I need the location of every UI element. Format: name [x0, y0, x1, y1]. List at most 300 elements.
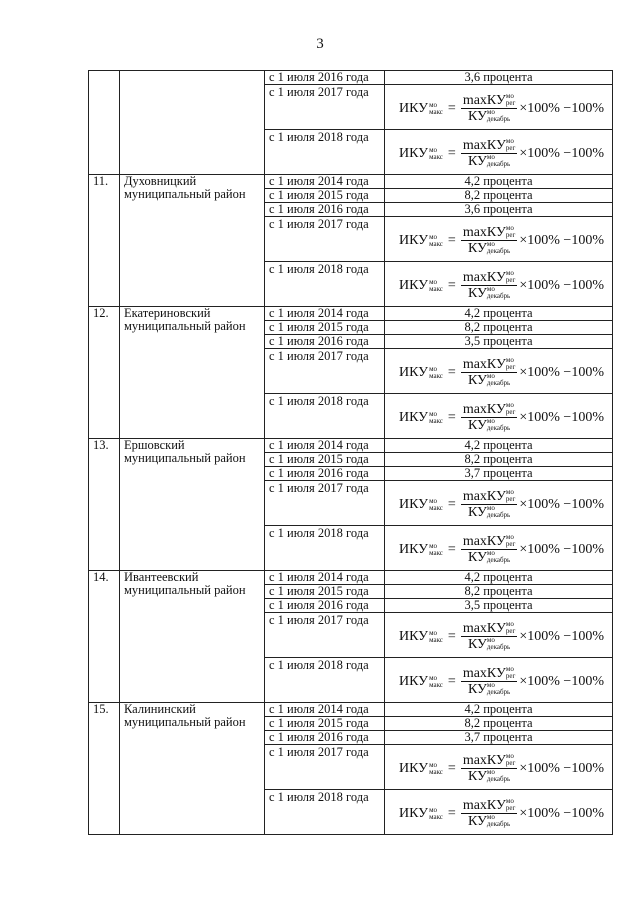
- formula-denominator: [468, 241, 510, 256]
- formula-denominator-sub: декабрь: [486, 820, 511, 828]
- formula-numerator-sub: рег: [505, 363, 516, 371]
- formula-tail: ×100% −100%: [519, 761, 604, 776]
- table-row: [89, 703, 613, 717]
- formula-cell: [385, 85, 613, 130]
- formula-numerator: [461, 621, 518, 637]
- formula-numerator-indices: [506, 225, 515, 239]
- row-number: 11.: [89, 175, 120, 307]
- formula-denominator: [468, 373, 510, 388]
- formula-tail: ×100% −100%: [519, 233, 604, 248]
- formula-equals: =: [447, 674, 456, 689]
- formula-numerator-indices: [506, 753, 515, 767]
- tariff-table: [88, 70, 613, 835]
- row-number: 13.: [89, 439, 120, 571]
- formula-tail: ×100% −100%: [519, 278, 604, 293]
- index-value: 8,2 процента: [385, 717, 613, 731]
- formula-tail: ×100% −100%: [519, 146, 604, 161]
- formula-denominator-indices: [487, 505, 510, 519]
- formula-tail: ×100% −100%: [519, 674, 604, 689]
- row-number: 14.: [89, 571, 120, 703]
- formula-lhs-sub: макс: [429, 371, 443, 380]
- formula-denominator: [468, 550, 510, 565]
- formula-lhs: [399, 279, 443, 293]
- formula-numerator-sup: мо: [505, 92, 514, 100]
- formula-lhs-sup: мо: [429, 100, 438, 109]
- formula-equals: =: [447, 146, 456, 161]
- formula-denominator-symbol: КУ: [467, 814, 487, 829]
- effective-date: с 1 июля 2018 года: [265, 262, 385, 307]
- formula-cell: [385, 745, 613, 790]
- formula-denominator-indices: [487, 550, 510, 564]
- formula-equals: =: [447, 101, 456, 116]
- formula-numerator-sub: рег: [505, 540, 516, 548]
- formula-numerator: [461, 225, 518, 241]
- limit-index-formula: [399, 666, 604, 697]
- formula-lhs-sub: макс: [429, 416, 443, 425]
- formula-numerator-sup: мо: [505, 356, 514, 364]
- effective-date: с 1 июля 2014 года: [265, 175, 385, 189]
- formula-numerator-symbol: maxКУ: [462, 225, 506, 240]
- formula-lhs-sup: мо: [429, 805, 438, 814]
- formula-lhs-symbol: ИКУ: [398, 674, 429, 689]
- limit-index-formula: [399, 534, 604, 565]
- formula-numerator-sup: мо: [505, 620, 514, 628]
- formula-cell: [385, 130, 613, 175]
- formula-fraction: [461, 534, 518, 565]
- formula-lhs-sup: мо: [429, 628, 438, 637]
- formula-numerator-sup: мо: [505, 797, 514, 805]
- formula-tail: ×100% −100%: [519, 542, 604, 557]
- formula-cell: [385, 526, 613, 571]
- effective-date: с 1 июля 2016 года: [265, 599, 385, 613]
- formula-numerator: [461, 402, 518, 418]
- table-row: [89, 439, 613, 453]
- formula-denominator-sup: мо: [486, 813, 495, 821]
- formula-lhs-sub: макс: [429, 548, 443, 557]
- formula-numerator-sub: рег: [505, 276, 516, 284]
- formula-numerator-sub: рег: [505, 144, 516, 152]
- formula-numerator-symbol: maxКУ: [462, 93, 506, 108]
- formula-lhs-indices: [429, 366, 443, 380]
- formula-lhs-sub: макс: [429, 284, 443, 293]
- formula-lhs-symbol: ИКУ: [398, 278, 429, 293]
- formula-denominator-indices: [487, 241, 510, 255]
- formula-lhs: [399, 102, 443, 116]
- index-value: 3,5 процента: [385, 335, 613, 349]
- formula-numerator-sup: мо: [505, 137, 514, 145]
- formula-lhs-sup: мо: [429, 277, 438, 286]
- formula-denominator-indices: [487, 418, 510, 432]
- formula-numerator-indices: [506, 402, 515, 416]
- effective-date: с 1 июля 2014 года: [265, 571, 385, 585]
- limit-index-formula: [399, 402, 604, 433]
- formula-lhs-sup: мо: [429, 496, 438, 505]
- formula-tail: ×100% −100%: [519, 497, 604, 512]
- formula-denominator-sup: мо: [486, 285, 495, 293]
- formula-denominator-indices: [487, 373, 510, 387]
- formula-lhs: [399, 807, 443, 821]
- district-name: Духовницкий муниципальный район: [120, 175, 265, 307]
- formula-lhs-sub: макс: [429, 812, 443, 821]
- formula-denominator-sup: мо: [486, 240, 495, 248]
- effective-date: с 1 июля 2017 года: [265, 217, 385, 262]
- formula-denominator-sub: декабрь: [486, 424, 511, 432]
- effective-date: с 1 июля 2018 года: [265, 658, 385, 703]
- row-number: 12.: [89, 307, 120, 439]
- effective-date: с 1 июля 2017 года: [265, 349, 385, 394]
- formula-numerator: [461, 93, 518, 109]
- formula-equals: =: [447, 233, 456, 248]
- formula-denominator-symbol: КУ: [467, 109, 487, 124]
- table-row: [89, 571, 613, 585]
- formula-numerator: [461, 666, 518, 682]
- formula-lhs: [399, 675, 443, 689]
- formula-lhs-sub: макс: [429, 152, 443, 161]
- formula-numerator-indices: [506, 798, 515, 812]
- formula-denominator-indices: [487, 682, 510, 696]
- formula-lhs: [399, 366, 443, 380]
- formula-numerator-sub: рег: [505, 759, 516, 767]
- formula-equals: =: [447, 806, 456, 821]
- district-name: Ивантеевский муниципальный район: [120, 571, 265, 703]
- limit-index-formula: [399, 138, 604, 169]
- index-value: 8,2 процента: [385, 321, 613, 335]
- formula-numerator-sup: мо: [505, 224, 514, 232]
- formula-denominator-symbol: КУ: [467, 637, 487, 652]
- formula-denominator-symbol: КУ: [467, 286, 487, 301]
- effective-date: с 1 июля 2018 года: [265, 790, 385, 835]
- formula-denominator-sub: декабрь: [486, 688, 511, 696]
- formula-lhs-symbol: ИКУ: [398, 101, 429, 116]
- formula-denominator-symbol: КУ: [467, 682, 487, 697]
- formula-denominator: [468, 814, 510, 829]
- formula-lhs: [399, 762, 443, 776]
- formula-denominator: [468, 154, 510, 169]
- formula-fraction: [461, 798, 518, 829]
- formula-lhs-indices: [429, 630, 443, 644]
- formula-lhs-sup: мо: [429, 673, 438, 682]
- formula-denominator-sup: мо: [486, 153, 495, 161]
- formula-numerator-symbol: maxКУ: [462, 621, 506, 636]
- formula-denominator-sub: декабрь: [486, 160, 511, 168]
- formula-fraction: [461, 666, 518, 697]
- formula-lhs-sub: макс: [429, 635, 443, 644]
- district-name: Екатериновский муниципальный район: [120, 307, 265, 439]
- limit-index-formula: [399, 753, 604, 784]
- formula-numerator: [461, 489, 518, 505]
- formula-denominator-symbol: КУ: [467, 769, 487, 784]
- index-value: 8,2 процента: [385, 453, 613, 467]
- formula-lhs-sup: мо: [429, 760, 438, 769]
- limit-index-formula: [399, 357, 604, 388]
- formula-equals: =: [447, 629, 456, 644]
- formula-numerator-symbol: maxКУ: [462, 489, 506, 504]
- formula-lhs: [399, 147, 443, 161]
- index-value: 4,2 процента: [385, 439, 613, 453]
- formula-lhs-symbol: ИКУ: [398, 410, 429, 425]
- district-name: Ершовский муниципальный район: [120, 439, 265, 571]
- formula-denominator: [468, 637, 510, 652]
- limit-index-formula: [399, 489, 604, 520]
- index-value: 3,7 процента: [385, 467, 613, 481]
- formula-denominator: [468, 286, 510, 301]
- formula-numerator-symbol: maxКУ: [462, 753, 506, 768]
- formula-lhs-symbol: ИКУ: [398, 806, 429, 821]
- formula-denominator: [468, 505, 510, 520]
- formula-denominator-sub: декабрь: [486, 115, 511, 123]
- formula-lhs-symbol: ИКУ: [398, 233, 429, 248]
- index-value: 3,7 процента: [385, 731, 613, 745]
- formula-denominator-indices: [487, 769, 510, 783]
- formula-numerator-sub: рег: [505, 408, 516, 416]
- formula-denominator-sup: мо: [486, 768, 495, 776]
- formula-numerator-sup: мо: [505, 665, 514, 673]
- formula-denominator-sup: мо: [486, 108, 495, 116]
- formula-equals: =: [447, 761, 456, 776]
- formula-numerator-indices: [506, 270, 515, 284]
- formula-numerator-sup: мо: [505, 488, 514, 496]
- formula-denominator-sup: мо: [486, 417, 495, 425]
- formula-lhs-indices: [429, 234, 443, 248]
- formula-denominator-sup: мо: [486, 549, 495, 557]
- effective-date: с 1 июля 2014 года: [265, 439, 385, 453]
- formula-denominator-symbol: КУ: [467, 154, 487, 169]
- formula-lhs-sup: мо: [429, 541, 438, 550]
- formula-denominator-sub: декабрь: [486, 556, 511, 564]
- effective-date: с 1 июля 2016 года: [265, 335, 385, 349]
- formula-denominator-indices: [487, 154, 510, 168]
- formula-lhs: [399, 543, 443, 557]
- formula-cell: [385, 613, 613, 658]
- formula-lhs-indices: [429, 102, 443, 116]
- formula-numerator-symbol: maxКУ: [462, 666, 506, 681]
- effective-date: с 1 июля 2017 года: [265, 85, 385, 130]
- formula-numerator-sup: мо: [505, 752, 514, 760]
- formula-numerator-symbol: maxКУ: [462, 798, 506, 813]
- formula-equals: =: [447, 410, 456, 425]
- limit-index-formula: [399, 621, 604, 652]
- formula-numerator: [461, 534, 518, 550]
- table-row: [89, 175, 613, 189]
- formula-numerator-sub: рег: [505, 627, 516, 635]
- formula-lhs: [399, 630, 443, 644]
- index-value: 4,2 процента: [385, 703, 613, 717]
- formula-denominator-sup: мо: [486, 504, 495, 512]
- formula-numerator: [461, 138, 518, 154]
- formula-numerator-indices: [506, 534, 515, 548]
- table-row: [89, 307, 613, 321]
- formula-numerator-sup: мо: [505, 533, 514, 541]
- formula-cell: [385, 394, 613, 439]
- formula-lhs: [399, 411, 443, 425]
- limit-index-formula: [399, 225, 604, 256]
- effective-date: с 1 июля 2018 года: [265, 394, 385, 439]
- formula-fraction: [461, 138, 518, 169]
- district-name: Калининский муниципальный район: [120, 703, 265, 835]
- formula-denominator-indices: [487, 109, 510, 123]
- formula-lhs-indices: [429, 807, 443, 821]
- formula-lhs-indices: [429, 279, 443, 293]
- row-number: 15.: [89, 703, 120, 835]
- effective-date: с 1 июля 2017 года: [265, 745, 385, 790]
- formula-numerator-sub: рег: [505, 495, 516, 503]
- formula-equals: =: [447, 542, 456, 557]
- formula-tail: ×100% −100%: [519, 629, 604, 644]
- formula-lhs-indices: [429, 675, 443, 689]
- formula-lhs-sup: мо: [429, 232, 438, 241]
- formula-lhs-sup: мо: [429, 409, 438, 418]
- formula-numerator: [461, 798, 518, 814]
- formula-lhs-symbol: ИКУ: [398, 365, 429, 380]
- formula-tail: ×100% −100%: [519, 365, 604, 380]
- index-value: 8,2 процента: [385, 585, 613, 599]
- formula-fraction: [461, 621, 518, 652]
- formula-equals: =: [447, 497, 456, 512]
- formula-numerator-indices: [506, 357, 515, 371]
- formula-denominator-sub: декабрь: [486, 379, 511, 387]
- formula-numerator-indices: [506, 93, 515, 107]
- formula-denominator-sup: мо: [486, 372, 495, 380]
- formula-denominator-sub: декабрь: [486, 775, 511, 783]
- formula-numerator: [461, 753, 518, 769]
- formula-fraction: [461, 93, 518, 124]
- formula-denominator: [468, 682, 510, 697]
- formula-denominator-indices: [487, 286, 510, 300]
- formula-numerator-indices: [506, 489, 515, 503]
- index-value: 4,2 процента: [385, 307, 613, 321]
- limit-index-formula: [399, 93, 604, 124]
- formula-numerator-indices: [506, 666, 515, 680]
- formula-numerator-sub: рег: [505, 231, 516, 239]
- index-value: 3,6 процента: [385, 71, 613, 85]
- formula-denominator-sub: декабрь: [486, 292, 511, 300]
- formula-numerator-symbol: maxКУ: [462, 270, 506, 285]
- formula-cell: [385, 217, 613, 262]
- formula-lhs-sup: мо: [429, 145, 438, 154]
- formula-denominator-sub: декабрь: [486, 643, 511, 651]
- row-number: [89, 71, 120, 175]
- table-row: [89, 71, 613, 85]
- formula-lhs-indices: [429, 498, 443, 512]
- formula-cell: [385, 349, 613, 394]
- formula-numerator: [461, 357, 518, 373]
- effective-date: с 1 июля 2017 года: [265, 481, 385, 526]
- formula-cell: [385, 481, 613, 526]
- formula-fraction: [461, 357, 518, 388]
- formula-denominator-symbol: КУ: [467, 418, 487, 433]
- formula-lhs-sub: макс: [429, 680, 443, 689]
- formula-lhs-indices: [429, 147, 443, 161]
- effective-date: с 1 июля 2015 года: [265, 321, 385, 335]
- formula-denominator-symbol: КУ: [467, 505, 487, 520]
- formula-cell: [385, 658, 613, 703]
- formula-numerator-symbol: maxКУ: [462, 534, 506, 549]
- formula-numerator-sub: рег: [505, 99, 516, 107]
- formula-lhs-sub: макс: [429, 107, 443, 116]
- formula-denominator-symbol: КУ: [467, 373, 487, 388]
- formula-numerator-symbol: maxКУ: [462, 402, 506, 417]
- effective-date: с 1 июля 2015 года: [265, 453, 385, 467]
- formula-denominator-sup: мо: [486, 636, 495, 644]
- effective-date: с 1 июля 2016 года: [265, 71, 385, 85]
- index-value: 8,2 процента: [385, 189, 613, 203]
- formula-numerator-sub: рег: [505, 804, 516, 812]
- effective-date: с 1 июля 2014 года: [265, 307, 385, 321]
- formula-lhs: [399, 234, 443, 248]
- effective-date: с 1 июля 2016 года: [265, 467, 385, 481]
- effective-date: с 1 июля 2015 года: [265, 189, 385, 203]
- district-name: [120, 71, 265, 175]
- formula-numerator-sup: мо: [505, 401, 514, 409]
- formula-fraction: [461, 753, 518, 784]
- formula-equals: =: [447, 278, 456, 293]
- effective-date: с 1 июля 2014 года: [265, 703, 385, 717]
- formula-denominator-symbol: КУ: [467, 550, 487, 565]
- index-value: 4,2 процента: [385, 571, 613, 585]
- formula-numerator-indices: [506, 138, 515, 152]
- formula-lhs-sub: макс: [429, 503, 443, 512]
- formula-numerator-sub: рег: [505, 672, 516, 680]
- formula-denominator-sup: мо: [486, 681, 495, 689]
- effective-date: с 1 июля 2018 года: [265, 130, 385, 175]
- formula-lhs-indices: [429, 762, 443, 776]
- limit-index-formula: [399, 270, 604, 301]
- formula-denominator: [468, 418, 510, 433]
- formula-fraction: [461, 225, 518, 256]
- formula-lhs-sub: макс: [429, 767, 443, 776]
- formula-tail: ×100% −100%: [519, 806, 604, 821]
- formula-denominator-indices: [487, 637, 510, 651]
- formula-lhs-symbol: ИКУ: [398, 497, 429, 512]
- formula-lhs-symbol: ИКУ: [398, 761, 429, 776]
- index-value: 3,5 процента: [385, 599, 613, 613]
- formula-fraction: [461, 270, 518, 301]
- formula-denominator-sub: декабрь: [486, 511, 511, 519]
- formula-lhs-sup: мо: [429, 364, 438, 373]
- formula-numerator-symbol: maxКУ: [462, 357, 506, 372]
- formula-denominator-sub: декабрь: [486, 247, 511, 255]
- formula-fraction: [461, 402, 518, 433]
- index-value: 4,2 процента: [385, 175, 613, 189]
- formula-cell: [385, 262, 613, 307]
- effective-date: с 1 июля 2015 года: [265, 717, 385, 731]
- formula-numerator-indices: [506, 621, 515, 635]
- formula-denominator: [468, 109, 510, 124]
- formula-lhs-symbol: ИКУ: [398, 146, 429, 161]
- formula-numerator-sup: мо: [505, 269, 514, 277]
- effective-date: с 1 июля 2016 года: [265, 731, 385, 745]
- effective-date: с 1 июля 2015 года: [265, 585, 385, 599]
- formula-denominator-symbol: КУ: [467, 241, 487, 256]
- formula-fraction: [461, 489, 518, 520]
- effective-date: с 1 июля 2016 года: [265, 203, 385, 217]
- index-value: 3,6 процента: [385, 203, 613, 217]
- formula-equals: =: [447, 365, 456, 380]
- formula-lhs-symbol: ИКУ: [398, 542, 429, 557]
- page-number: 3: [316, 36, 324, 52]
- formula-numerator-symbol: maxКУ: [462, 138, 506, 153]
- formula-lhs-indices: [429, 411, 443, 425]
- formula-lhs: [399, 498, 443, 512]
- effective-date: с 1 июля 2018 года: [265, 526, 385, 571]
- formula-numerator: [461, 270, 518, 286]
- formula-tail: ×100% −100%: [519, 101, 604, 116]
- formula-denominator-indices: [487, 814, 510, 828]
- effective-date: с 1 июля 2017 года: [265, 613, 385, 658]
- formula-lhs-sub: макс: [429, 239, 443, 248]
- formula-cell: [385, 790, 613, 835]
- limit-index-formula: [399, 798, 604, 829]
